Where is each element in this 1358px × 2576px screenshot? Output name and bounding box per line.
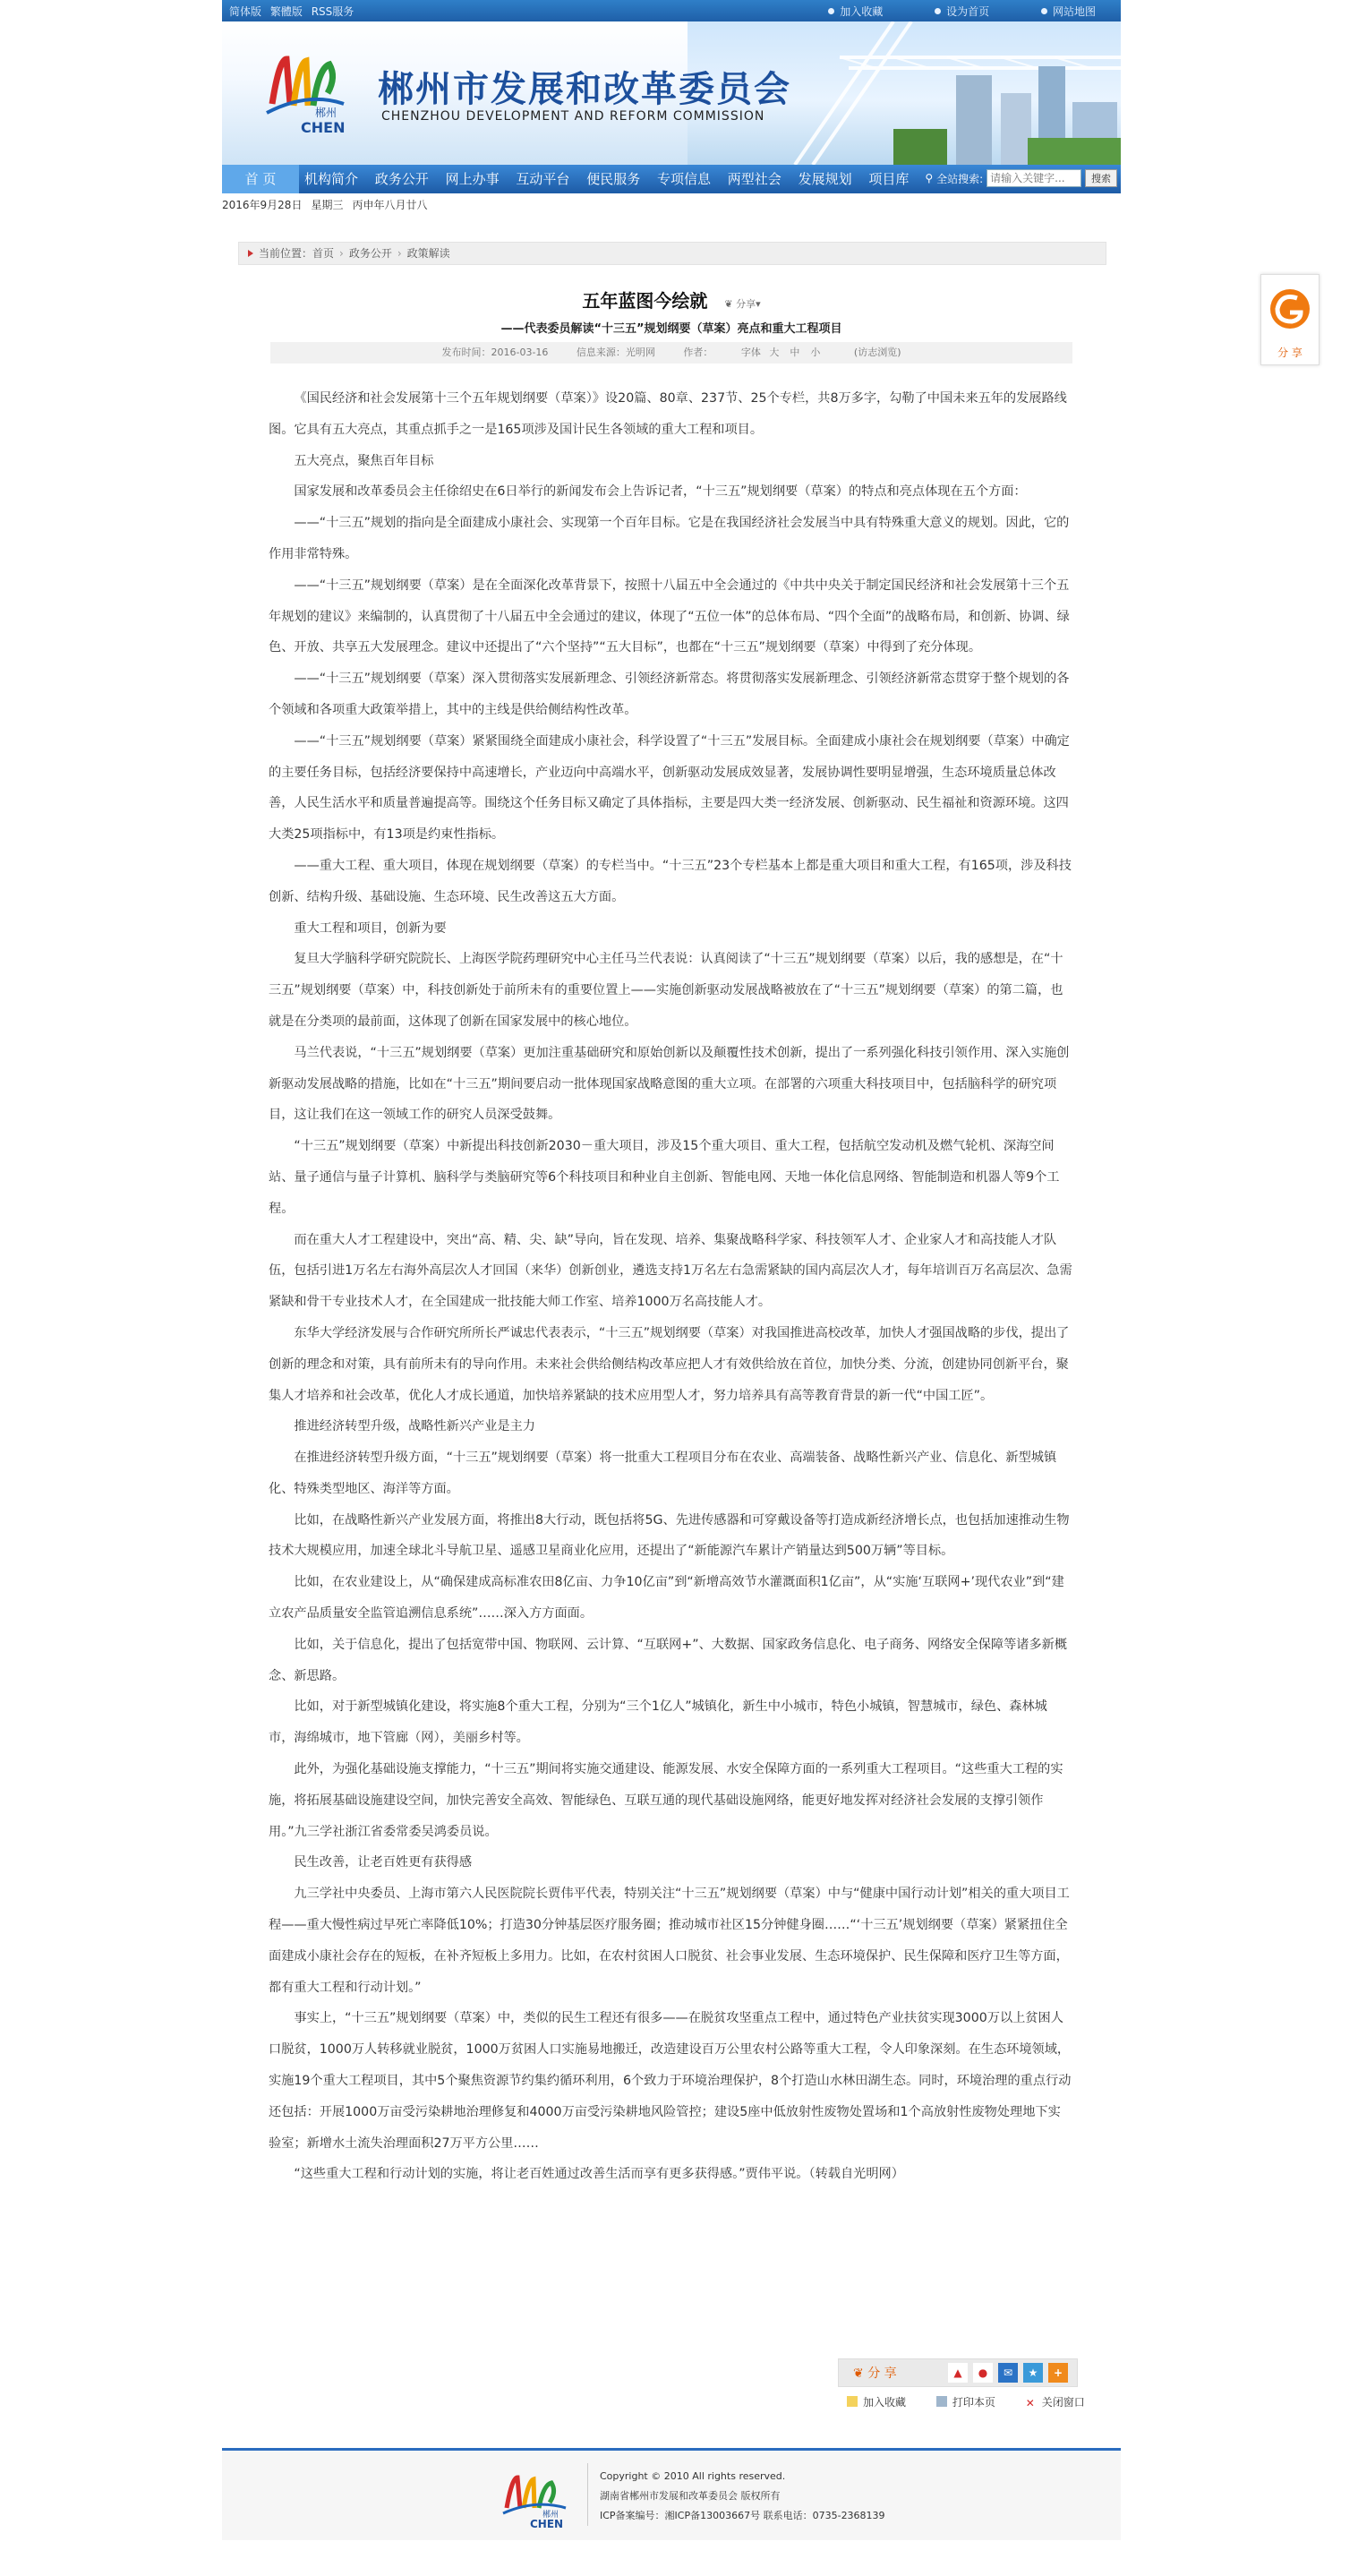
article-paragraph: 在推进经济转型升级方面，“十三五”规划纲要（草案）将一批重大工程项目分布在农业、高端装备、战略性新兴产业、信息化、新型城镇化、特殊类型地区、海洋等方面。 (269, 1451, 1057, 1496)
nav-items (299, 165, 916, 193)
current-date: 2016年9月28日 (222, 199, 303, 211)
chenzhou-logo[interactable] (254, 41, 354, 141)
article-paragraph: ——“十三五”规划纲要（草案）深入贯彻落实发展新理念、引领经济新常态。将贯彻落实发展新理念、引领经济新常态贯穿于整个规划的各个领域和各项重大政策举措上，其中的主线是供给侧结构性改革。 (269, 672, 1070, 717)
info-source: 信息来源：光明网 (576, 347, 655, 358)
article-paragraph: ——“十三五”规划纲要（草案）是在全面深化改革背景下，按照十八届五中全会通过的《中共中央关于制定国民经济和社会发展第十三个五年规划的建议》来编制的，认真贯彻了十八届五中全会通过的建议，体现了“五位一体”的总体布局、“四个全面”的战略布局，和创新、协调、绿色、开放、共享五大发展理念。建议中还提出了“六个坚持”“五大目标”，也都在“十三五”规划纲要（草案）中得到了充分体现。 (269, 578, 1070, 655)
footer (222, 2448, 1121, 2540)
close-window-action[interactable] (1026, 2396, 1085, 2409)
article-paragraph: “这些重大工程和行动计划的实施，将让老百姓通过改善生活而享有更多获得感。”贾伟平说。（转载自光明网） (294, 2167, 904, 2182)
article-body (269, 383, 1072, 2190)
print-action[interactable] (936, 2396, 995, 2409)
page-actions (820, 2394, 1085, 2409)
nav-home[interactable]: 首 页 (222, 165, 299, 193)
share-more-icon[interactable]: + (1048, 2363, 1068, 2383)
author: 作者： (683, 347, 713, 358)
nav-item-gov-affairs[interactable]: 政务公开 (374, 171, 429, 187)
footer-owner: 湖南省郴州市发展和改革委员会 版权所有 (600, 2490, 781, 2502)
article-paragraph: ——“十三五”规划的指向是全面建成小康社会、实现第一个百年目标。它是在我国经济社会发展当中具有特殊重大意义的规划。因此，它的作用非常特殊。 (269, 516, 1070, 561)
article-paragraph: 而在重大人才工程建设中，突出“高、精、尖、缺”导向，旨在发现、培养、集聚战略科学家、科技领军人才、企业家人才和高技能人才队伍，包括引进1万名左右海外高层次人才回国（来华）创新创业，遴选支持1万名左右急需紧缺的国内高层次人才，每年培训百万名高层次、急需紧缺和骨干专业技术人才，在全国建成一批技能大师工作室、培养1000万名高技能人才。 (269, 1232, 1072, 1310)
article-paragraph: 重大工程和项目，创新为要 (294, 920, 447, 936)
article-paragraph: 推进经济转型升级，战略性新兴产业是主力 (294, 1419, 535, 1434)
date-bar (222, 197, 436, 212)
article-paragraph: 事实上，“十三五”规划纲要（草案）中，类似的民生工程还有很多——在脱贫攻坚重点工程中，通过特色产业扶贫实现3000万以上贫困人口脱贫，1000万人转移就业脱贫，1000万贫困人口实施易地搬迁，改造建设百万公里农村公路等重大工程，令人印象深刻。在生态环境领域，实施19个重大工程项目，其中5个聚焦资源节约集约循环利用，6个致力于环境治理保护，8个打造山水林田湖生态。同时，环境治理的重点行动还包括：开展1000万亩受污染耕地治理修复和4000万亩受污染耕地风险管控；建设5座中低放射性废物处置场和1个高放射性废物处理地下实验室；新增水土流失治理面积27万平方公里…… (269, 2011, 1072, 2151)
share-mini-button[interactable]: ❦ 分享▾ (724, 298, 761, 310)
search-button[interactable]: 搜索 (1085, 169, 1117, 187)
article-paragraph: ——重大工程、重大项目，体现在规划纲要（草案）的专栏当中。“十三五”23个专栏基本上都是重大项目和重大工程，有165项，涉及科技创新、结构升级、基础设施、生态环境、民生改善这五大方面。 (269, 858, 1072, 904)
font-size-controls (741, 347, 826, 358)
share-pdf-icon[interactable]: ▲ (948, 2363, 968, 2383)
lunar-date: 丙申年八月廿八 (352, 199, 428, 211)
article-paragraph: 五大亮点，聚焦百年目标 (294, 453, 434, 468)
nav-item-public-service[interactable]: 便民服务 (586, 171, 641, 187)
nav-item-online-service[interactable]: 网上办事 (445, 171, 500, 187)
bullet-icon (935, 8, 941, 14)
share-sina-icon[interactable]: ● (973, 2363, 993, 2383)
close-window-label: 关闭窗口 (1041, 2396, 1085, 2409)
search-label: 全站搜索: (936, 172, 984, 185)
favorite-icon (847, 2396, 858, 2407)
close-icon: ✕ (1025, 2397, 1035, 2409)
add-favorite-label: 加入收藏 (840, 5, 884, 18)
article-paragraph: 比如，关于信息化，提出了包括宽带中国、物联网、云计算、“互联网+”、大数据、国家政务信息化、电子商务、网络安全保障等诸多新概念、新思路。 (269, 1637, 1068, 1683)
article-meta (270, 342, 1072, 364)
lang-traditional-link[interactable]: 繁體版 (269, 5, 303, 18)
site-map-label: 网站地图 (1052, 5, 1096, 18)
article-paragraph: 比如，在农业建设上，从“确保建成高标准农田8亿亩、力争10亿亩”到“新增高效节水灌溉面积1亿亩”，从“实施‘互联网+’现代农业”到“建立农产品质量安全监管追溯信息系统”……深入方方面面。 (269, 1575, 1064, 1622)
share-weibo-icon: ❦ (853, 2366, 864, 2381)
logo-en-text: CHEN (301, 119, 346, 136)
logo-cn-text: 郴州 (315, 107, 337, 119)
breadcrumb-separator-icon: › (397, 247, 402, 260)
add-favorite-action[interactable] (847, 2396, 906, 2409)
top-utility-bar (222, 0, 1121, 21)
font-size-label: 字体 (740, 347, 761, 358)
current-weekday: 星期三 (311, 199, 344, 211)
footer-text (600, 2467, 885, 2526)
share-bar-label[interactable] (853, 2364, 897, 2382)
font-small-button[interactable]: 小 (810, 347, 821, 358)
site-title: 郴州市发展和改革委员会 (378, 68, 791, 110)
footer-copyright: Copyright © 2010 All rights reserved. (600, 2470, 786, 2482)
view-count: (访志浏览) (853, 347, 901, 358)
set-homepage-label: 设为首页 (946, 5, 990, 18)
print-action-label: 打印本页 (952, 2396, 995, 2409)
share-mini-icon: ❦ (724, 298, 733, 310)
main-nav (222, 165, 1121, 193)
article-paragraph: 九三学社中央委员、上海市第六人民医院院长贾伟平代表，特别关注“十三五”规划纲要（草案）中与“健康中国行动计划”相关的重大项目工程——重大慢性病过早死亡率降低10%；打造30分钟基层医疗服务圈；推动城市社区15分钟健身圈……“‘十三五’规划纲要（草案）紧紧扭住全面建成小康社会存在的短板，在补齐短板上多用力。比如，在农村贫困人口脱贫、社会事业发展、生态环境保护、民生保障和医疗卫生等方面，都有重大工程和行动计划。” (269, 1887, 1070, 1995)
article-paragraph: 复旦大学脑科学研究院院长、上海医学院药理研究中心主任马兰代表说：认真阅读了“十三五”规划纲要（草案）以后，我的感想是，在“十三五”规划纲要（草案）中，科技创新处于前所未有的重要位置上——实施创新驱动发展战略被放在了“十三五”规划纲要（草案）的第二篇，也就是在分类项的最前面，这体现了创新在国家发展中的核心地位。 (269, 952, 1063, 1029)
font-mid-button[interactable]: 中 (790, 347, 800, 358)
crane-skyline-image (759, 21, 1121, 165)
share-tencent-icon[interactable]: ✉ (998, 2363, 1018, 2383)
article-paragraph: 民生改善，让老百姓更有获得感 (294, 1855, 473, 1870)
nav-item-project-library[interactable]: 项目库 (868, 171, 910, 187)
article-paragraph: “十三五”规划纲要（草案）中新提出科技创新2030－重大项目，涉及15个重大项目、重大工程，包括航空发动机及燃气轮机、深海空间站、量子通信与量子计算机、脑科学与类脑研究等6个科技项目和种业自主创新、智能电网、天地一体化信息网络、智能制造和机器人等9个工程。 (269, 1139, 1060, 1216)
footer-icp: ICP备案编号：湘ICP备13003667号 联系电话：0735-2368139 (600, 2510, 885, 2521)
bullet-icon (1041, 8, 1047, 14)
set-homepage-link[interactable] (935, 5, 989, 18)
floating-share-label: 分 享 (1277, 347, 1302, 359)
article-paragraph: 《国民经济和社会发展第十三个五年规划纲要（草案）》设20篇、80章、237节、25个专栏，共8万多字，勾勒了中国未来五年的发展路线图。它具有五大亮点，其重点抓手之一是165项涉及国计民生各领域的重大工程和项目。 (269, 391, 1067, 437)
lang-simplified-link[interactable]: 简体版 (229, 5, 262, 18)
article-paragraph: 东华大学经济发展与合作研究所所长严诚忠代表表示，“十三五”规划纲要（草案）对我国推进高校改革，加快人才强国战略的步伐，提出了创新的理念和对策，具有前所未有的导向作用。未来社会供给侧结构改革应把人才有效供给放在首位，加快分类、分流，创建协同创新平台，聚集人才培养和社会改革，优化人才成长通道，加快培养紧缺的技术应用型人才，努力培养具有高等教育背景的新一代“中国工匠”。 (269, 1325, 1070, 1403)
share-bar (838, 2358, 1078, 2387)
add-favorite-link[interactable] (828, 5, 883, 18)
site-map-link[interactable] (1041, 5, 1096, 18)
article-paragraph: 比如，对于新型城镇化建设，将实施8个重大工程，分别为“三个1亿人”城镇化，新生中小城市，特色小城镇，智慧城市，绿色、森林城市，海绵城市，地下管廊（网），美丽乡村等。 (269, 1699, 1047, 1746)
article-paragraph: 国家发展和改革委员会主任徐绍史在6日举行的新闻发布会上告诉记者，“十三五”规划纲要（草案）的特点和亮点体现在五个方面： (294, 484, 1027, 500)
breadcrumb-label: 当前位置： (259, 247, 313, 260)
footer-divider (587, 2463, 588, 2526)
share-mini-label: 分享 (736, 298, 756, 310)
publish-time: 发布时间：2016-03-16 (441, 347, 549, 358)
breadcrumb-policy[interactable]: 政策解读 (406, 247, 450, 260)
share-bar-text: 分 享 (867, 2366, 897, 2381)
rss-link[interactable]: RSS服务 (311, 5, 354, 18)
nav-item-two-type-society[interactable]: 两型社会 (727, 171, 781, 187)
weibo-share-icon (1261, 275, 1319, 343)
add-favorite-action-label: 加入收藏 (863, 2396, 907, 2409)
print-icon (936, 2396, 947, 2407)
floating-share-widget[interactable] (1260, 274, 1320, 365)
article-paragraph: 比如，在战略性新兴产业发展方面，将推出8大行动，既包括将5G、先进传感器和可穿戴设备等打造成新经济增长点，也包括加速推动生物技术大规模应用，加速全球北斗导航卫星、遥感卫星商业化应用，还提出了“新能源汽车累计产销量达到500万辆”等目标。 (269, 1512, 1070, 1559)
article-paragraph: 马兰代表说，“十三五”规划纲要（草案）更加注重基础研究和原始创新以及颠覆性技术创新，提出了一系列强化科技引领作用、深入实施创新驱动发展战略的措施，比如在“十三五”期间要启动一批体现国家战略意图的重大立项。在部署的六项重大科技项目中，包括脑科学的研究项目，这让我们在这一领域工作的研究人员深受鼓舞。 (269, 1045, 1070, 1123)
nav-item-interactive[interactable]: 互动平台 (516, 171, 570, 187)
article-paragraph: 此外，为强化基础设施支撑能力，“十三五”期间将实施交通建设、能源发展、水安全保障方面的一系列重大工程项目。“这些重大工程的实施，将拓展基础设施建设空间，加快完善安全高效、智能绿色、互联互通的现代基础设施网络，能更好地发挥对经济社会发展的支撑引领作用。”九三学社浙江省委常委吴鸿委员说。 (269, 1762, 1063, 1839)
breadcrumb-separator-icon: › (339, 247, 344, 260)
nav-item-planning[interactable]: 发展规划 (798, 171, 852, 187)
share-qzone-icon[interactable]: ★ (1023, 2363, 1043, 2383)
breadcrumb-gov-affairs[interactable]: 政务公开 (348, 247, 392, 260)
search-input[interactable] (986, 169, 1081, 187)
article-header (222, 287, 1121, 312)
article-title: 五年蓝图今绘就 (582, 290, 708, 312)
header-banner (222, 21, 1121, 165)
location-arrow-icon (248, 250, 253, 257)
breadcrumb (238, 242, 1106, 265)
bullet-icon (828, 8, 834, 14)
article-paragraph: ——“十三五”规划纲要（草案）紧紧围绕全面建成小康社会，科学设置了“十三五”发展目标。全面建成小康社会在规划纲要（草案）中确定的主要任务目标，包括经济要保持中高速增长，产业迈向中高端水平，创新驱动发展成效显著，发展协调性要明显增强，生态环境质量总体改善，人民生活水平和质量普遍提高等。围绕这个任务目标又确定了具体指标，主要是四大类一经济发展、创新驱动、民生福祉和资源环境。这四大类25项指标中，有13项是约束性指标。 (269, 733, 1070, 843)
site-search (925, 169, 1117, 189)
footer-logo-cn: 郴州 (542, 2511, 559, 2520)
nav-item-special-info[interactable]: 专项信息 (656, 171, 711, 187)
footer-logo-en: CHEN (530, 2518, 564, 2529)
nav-item-about[interactable]: 机构简介 (304, 171, 359, 187)
font-big-button[interactable]: 大 (769, 347, 780, 358)
site-title-en: CHENZHOU DEVELOPMENT AND REFORM COMMISSION (381, 109, 765, 124)
search-icon: ⚲ (925, 172, 934, 184)
footer-logo (496, 2467, 573, 2529)
article-subtitle: ——代表委员解读“十三五”规划纲要（草案）亮点和重大工程项目 (500, 322, 842, 336)
breadcrumb-home[interactable]: 首页 (312, 247, 335, 260)
